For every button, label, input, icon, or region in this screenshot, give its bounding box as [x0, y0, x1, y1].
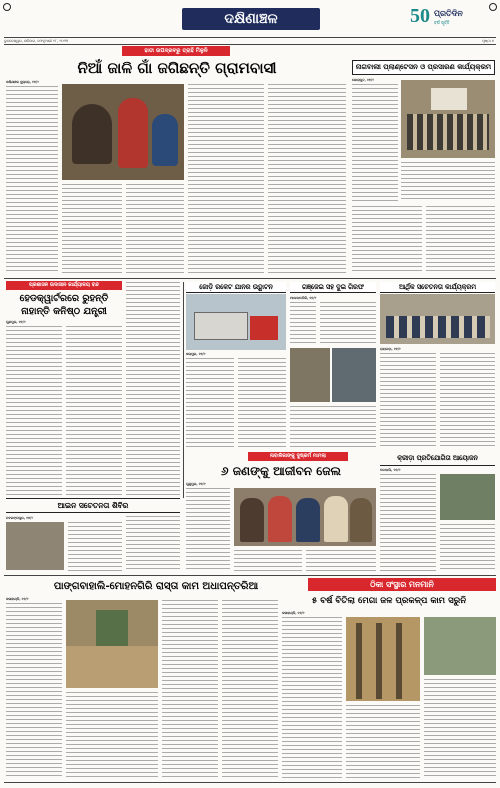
court-headline: ୬ ଜଣଙ୍କୁ ଆଜୀବନ ଜେଲ [221, 464, 341, 478]
meeting-text-col-1 [380, 353, 436, 448]
vehicle-photo [186, 294, 286, 350]
workshop-photo [401, 80, 495, 158]
meeting-byline: ରାୟଗଡ଼ା, ୧୭/୨ [380, 347, 401, 351]
road-headline: ପାଙ୍ଗବାହାଲି-ମୋହନଗିରି ରାସ୍ତା କାମ ଅଧାପନ୍ତରିଆ [53, 581, 259, 592]
water-text-col-5 [268, 84, 346, 274]
water-text-col-2 [62, 184, 122, 274]
camp-photo [6, 522, 64, 570]
camp-headline-box [6, 498, 180, 513]
dateline-rule-bottom [4, 44, 496, 45]
divider-2 [4, 575, 496, 576]
sports-text-col-1 [380, 474, 436, 572]
arrest-text-col-2 [320, 302, 376, 344]
logo [410, 5, 496, 33]
arrest-headline: ଗଞ୍ଜେଇ ସହ ଦୁଇ ଗିରଫ [290, 282, 376, 293]
vehicle-text-col-1 [186, 358, 234, 448]
meeting-photo [380, 294, 495, 344]
court-photo [234, 488, 376, 546]
vehicle-headline: ଜୋଡ଼ି ରକେଟ ଯାନର ଉଦ୍ଘାଟନ [186, 282, 286, 293]
dateline-date: ଭୁବନେଶ୍ୱର, ଶନିବାର, ଫେବୃଆରୀ ୧୮, ୨୦୨୩ [4, 39, 69, 43]
court-text-col-3 [306, 550, 376, 572]
water-headline: ନିଆଁ ଜାଳି ଗାଁ ଜଗିଛନ୍ତି ଗ୍ରାମବାସୀ [77, 59, 277, 77]
road-byline: କଳାହାଣ୍ଡି, ୧୭/୨ [6, 597, 29, 601]
court-byline: ଗୁଣୁପୁର, ୧୭/୨ [186, 482, 206, 486]
workshop-headline-box [352, 60, 495, 75]
hq-byline: ଗୁଣପୁର, ୧୭/୨ [6, 320, 26, 324]
road-photo [66, 600, 158, 688]
road-text-col-3 [162, 600, 218, 779]
section-title: ଦକ୍ଷିଣାଞ୍ଚଳ [182, 8, 320, 30]
road-text-col-1 [6, 603, 62, 779]
bottom-rule [4, 782, 496, 783]
water-photo [62, 84, 184, 180]
camp-text-col-2 [126, 516, 180, 572]
water-kicker: ହାତୀ ଉପଦ୍ରବରୁ ତ୍ରାହି ମିଳୁନି [122, 46, 230, 56]
arrest-byline: ମାଲକାନଗିରି, ୧୭/୨ [290, 296, 317, 300]
court-text-col-2 [234, 550, 302, 572]
court-kicker: ନାବାଳିକାଙ୍କୁ ଦୁଷ୍କର୍ମ ମାମଲା [248, 452, 348, 461]
sports-byline: ବରପାଲି, ୧୭/୨ [380, 468, 401, 472]
workshop-text-col-2 [401, 162, 495, 202]
meeting-text-col-2 [440, 353, 495, 448]
mega-text-col-3 [424, 679, 496, 779]
water-text-col-1 [6, 86, 58, 274]
sports-photo [440, 474, 495, 520]
logo-name: ପ୍ରତିଦିନ [434, 9, 463, 18]
divider-hq [183, 282, 184, 498]
workshop-byline: କୋରାପୁଟ, ୧୭/୨ [352, 78, 374, 82]
mega-text-col-1 [282, 617, 342, 779]
dateline-rule [4, 37, 496, 38]
mega-photo-1 [346, 617, 420, 701]
hq-text-col-2 [66, 326, 122, 496]
sports-text-col-2 [440, 524, 495, 572]
masthead [0, 0, 500, 37]
camp-headline: ଆଇନ ସଚେତନତା ଶିବିର [57, 501, 129, 510]
sports-headline-box [380, 452, 495, 466]
water-text-col-3 [126, 184, 184, 274]
logo-tagline: ବର୍ଷ ପୂର୍ତ୍ତି [434, 20, 450, 25]
workshop-text-col-3 [352, 206, 422, 274]
workshop-text-col-1 [352, 84, 398, 202]
arrest-text-col-3 [290, 406, 376, 448]
water-byline: ଦକ୍ଷିଣାଞ୍ଚଳ ବ୍ୟୁରୋ, ୧୭/୨ [6, 80, 39, 84]
court-text-col-1 [186, 488, 230, 572]
hq-headline-1: ହେଡକ୍ୱାର୍ଟରରେ ରୁହନ୍ତି [19, 293, 109, 304]
meeting-headline: ଆର୍ଥିକ ସଚେତନତା କାର୍ଯ୍ୟକ୍ରମ [380, 282, 495, 293]
vehicle-byline: ଜୟପୁର, ୧୭/୨ [186, 352, 206, 356]
hq-headline-2: ନାହାନ୍ତି କନିଷ୍ଠ ଯନ୍ତ୍ରୀ [21, 306, 107, 317]
mega-kicker: ଠିକା ସଂସ୍ଥାର ମନମାନି [308, 578, 496, 591]
mega-byline: କଳାହାଣ୍ଡି, ୧୭/୨ [282, 611, 305, 615]
divider-1 [4, 278, 496, 279]
arrest-photo-1 [290, 348, 330, 402]
arrest-text-col-1 [290, 302, 316, 344]
camp-text-col-1 [68, 522, 122, 572]
arrest-photo-2 [332, 348, 376, 402]
water-text-col-4 [188, 84, 264, 274]
camp-byline: ନବରଙ୍ଗପୁର, ୧୭/୨ [6, 516, 33, 520]
dateline-page: ପୃଷ୍ଠା ୭ [482, 39, 494, 43]
mega-photo-2 [424, 617, 496, 675]
hq-text-col-3 [126, 282, 180, 496]
mega-headline: ୫ ବର୍ଷ ବିତିଲା ମେଗା ଜଳ ପ୍ରକଳ୍ପ କାମ ସରୁନି [311, 596, 467, 606]
mega-text-col-2 [346, 705, 420, 779]
logo-number: 50 [410, 5, 430, 27]
hq-text-col-1 [6, 326, 62, 496]
workshop-text-col-4 [426, 206, 495, 274]
sports-headline: କ୍ରୀଡ଼ା ପ୍ରତିଯୋଗିତା ଆୟୋଜନ [397, 454, 478, 462]
workshop-headline: ନାଗବାଲୀ ପ୍ଲାଣ୍ଟେସନ ଓ ପ୍ରସାରଣ କାର୍ଯ୍ୟକ୍ରମ [355, 63, 492, 71]
road-text-col-4 [222, 600, 278, 779]
vehicle-text-col-2 [238, 358, 286, 448]
hq-kicker: ପ୍ରଶାସନ ଉଦାସୀନ କାର୍ଯ୍ୟାଳୟ ବନ୍ଦ [6, 281, 122, 290]
road-text-col-2 [66, 692, 158, 779]
